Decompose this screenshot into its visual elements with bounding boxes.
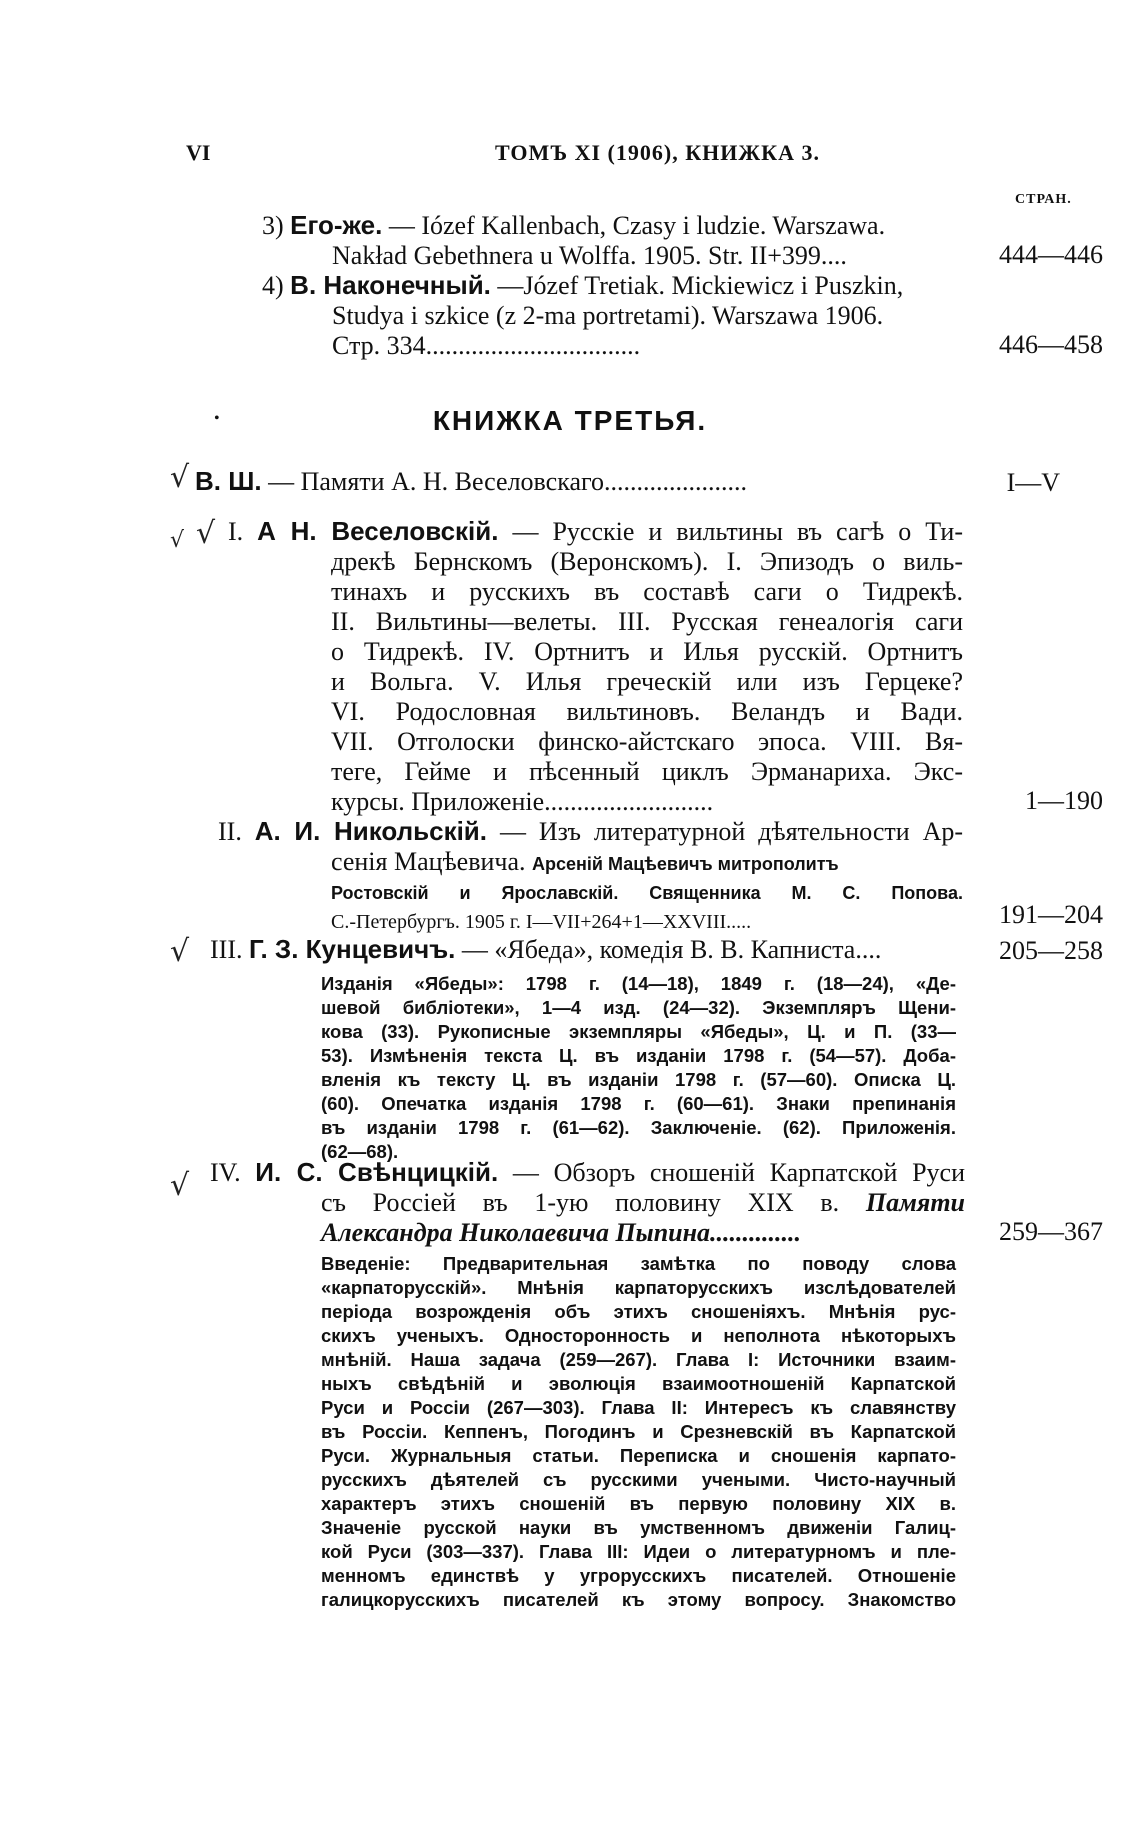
detail-line: «карпаторусскій». Мнѣнія карпаторусскихъ изслѣдователей [321,1277,956,1298]
entry-3 [262,210,962,271]
entry-author: И. С. Свѣнцицкій. [255,1157,499,1187]
entry-text-line: дрекѣ Бернскомъ (Веронскомъ). I. Эпизодъ о виль- [331,547,963,576]
entry-text-line: курсы. Приложеніе.......................... [331,787,714,816]
entry-pages: 191—204 [999,900,1103,929]
entry-text-line: — Русскіе и вильтины въ сагѣ о Ти- [512,517,964,546]
entry-pages: 444—446 [999,240,1103,269]
entry-author: В. Наконечный. [290,270,491,300]
detail-line: (62—68). [321,1141,399,1162]
entry-text-line: Studya i szkice (z 2-ma portretami). Warszawa 1906. [332,301,884,330]
detail-line: вленія къ тексту Ц. въ изданіи 1798 г. (57—60). Описка Ц. [321,1069,956,1090]
check-mark-icon: √ [196,516,216,551]
detail-line: галицкорусскихъ писателей къ этому вопросу. Знакомство [321,1589,956,1610]
entry-text-line: — Обзоръ сношеній Карпатской Руси [512,1158,966,1187]
entry-author: А. И. Никольскій. [254,816,488,846]
entry-text-line: — «Ябеда», комедія В. В. Капниста.... [461,935,882,964]
check-mark-icon: √ [170,528,185,553]
entry-author: А Н. Веселовскій. [257,516,499,546]
entry-text-line: — Памяти А. Н. Веселовскаго...................... [268,467,747,496]
detail-line: характеръ этихъ сношеній въ первую половину XIX в. [321,1493,956,1514]
page-header [0,140,1140,180]
entry-number: III. [210,935,243,964]
entry-pages: I—V [1006,468,1060,497]
entry-pages: 446—458 [999,330,1103,359]
detail-line: Изданія «Ябеды»: 1798 г. (14—18), 1849 г. (18—24), «Де- [321,973,956,994]
check-mark-icon: √ [170,460,190,495]
entry-text-line: —Józef Tretiak. Mickiewicz i Puszkin, [497,271,904,300]
detail-line: Значеніе русской науки въ умственномъ движеніи Галиц- [321,1517,956,1538]
entry-pages: 259—367 [999,1217,1103,1246]
entry-text-line: — Изъ литературной дѣятельности Ар- [499,817,964,846]
detail-line: 53). Измѣненія текста Ц. въ изданіи 1798 г. (54—57). Доба- [321,1045,956,1066]
page-number: VI [186,140,211,165]
detail-line: ныхъ свѣдѣній и эволюція взаимоотношеній Карпатской [321,1373,956,1394]
entry-text-line: VI. Родословная вильтиновъ. Веландъ и Вади. [331,697,963,726]
section-title: КНИЖКА ТРЕТЬЯ. [432,405,708,436]
entry-number: IV. [210,1158,241,1187]
detail-line: кова (33). Рукописные экземпляры «Ябеды», Ц. и П. (33— [321,1021,956,1042]
detail-line: періода возрожденія объ этихъ сношеніяхъ. Мнѣнія рус- [321,1301,956,1322]
entry-vsh [195,466,965,497]
check-mark-icon: √ [170,934,190,969]
entry-subtitle: Арсеній Мацѣевичъ митрополитъ [532,854,839,874]
entry-author: В. Ш. [195,466,262,496]
entry-number: II. [218,817,242,846]
detail-line: скихъ ученыхъ. Односторонность и неполнота нѣкоторыхъ [321,1325,956,1346]
entry-number: 4) [262,271,284,300]
entry-veselovsky [228,516,963,817]
detail-line: кой Руси (303—337). Глава III: Идеи о литературномъ и пле- [321,1541,956,1562]
entry-4 [262,270,962,361]
entry-text-line: Александра Николаевича Пыпина.............. [321,1218,802,1247]
running-title: ТОМЪ XI (1906), КНИЖКА 3. [495,140,820,165]
entry-text-line: — Iózef Kallenbach, Czasy i ludzie. Warszawa. [388,211,886,240]
detail-line: въ Россіи. Кеппенъ, Погодинъ и Срезневскій въ Карпатской [321,1421,956,1442]
entry-number: 3) [262,211,284,240]
detail-line: въ изданіи 1798 г. (61—62). Заключеніе. (62). Приложенія. [321,1117,956,1138]
entry-italic-text: Памяти [865,1188,966,1217]
detail-line: мнѣній. Наша задача (259—267). Глава I: Источники взаим- [321,1349,956,1370]
detail-line: шевой библіотеки», 1—4 изд. (24—32). Экземпляръ Щени- [321,997,956,1018]
entry-kuntsevich [210,934,965,965]
entry-text-line: теге, Гейме и пѣсенный циклъ Эрманариха. Экс- [331,757,963,786]
entry-text-line: VII. Отголоски финско-айстскаго эпоса. VIII. Вя- [331,727,963,756]
pages-column-label: СТРАН. [1015,192,1072,207]
check-mark-icon: √ [170,1168,190,1203]
entry-text-line: С.-Петербургъ. 1905 г. I—VII+264+1—XXVIII..... [331,911,752,933]
entry-text-line: Стр. 334................................. [332,331,641,360]
entry-text-line: и Вольга. V. Илья греческій или изъ Герцеке? [331,667,963,696]
entry-text-line: Ростовскій и Ярославскій. Священника М. С. Попова. [331,883,963,903]
entry-text-line: Nakład Gebethnera u Wolffa. 1905. Str. II+399.... [332,241,847,270]
entry-details [321,1252,956,1612]
entry-text-line: о Тидрекѣ. IV. Ортнитъ и Илья русскій. Ортнитъ [331,637,963,666]
detail-line: менномъ единствѣ у угрорусскихъ писателей. Отношеніе [321,1565,956,1586]
section-bullet: • [214,410,220,427]
entry-text-line: сенія Мацѣевича. [331,847,526,876]
entry-text-line: тинахъ и русскихъ въ составѣ саги о Тидрекѣ. [331,577,963,606]
entry-author: Г. З. Кунцевичъ. [248,934,456,964]
entry-number: I. [228,517,244,546]
entry-sventsitsky [210,1157,965,1248]
entry-author: Его-же. [290,210,383,240]
detail-line: Руси и Россіи (267—303). Глава II: Интересъ къ славянству [321,1397,956,1418]
entry-nikolsky [218,816,963,937]
detail-line: (60). Опечатка изданія 1798 г. (60—61). Знаки препинанія [321,1093,956,1114]
detail-line: Руси. Журнальныя статьи. Переписка и сношенія карпато- [321,1445,956,1466]
detail-line: русскихъ дѣятелей съ русскими учеными. Чисто-научный [321,1469,956,1490]
detail-line: Введеніе: Предварительная замѣтка по поводу слова [321,1253,956,1274]
entry-pages: 205—258 [999,936,1103,965]
entry-text-line: съ Россіей въ 1-ую половину XIX в. [321,1188,840,1217]
entry-text-line: II. Вильтины—велеты. III. Русская генеалогія саги [331,607,963,636]
entry-details [321,972,956,1164]
entry-pages: 1—190 [1025,786,1103,815]
